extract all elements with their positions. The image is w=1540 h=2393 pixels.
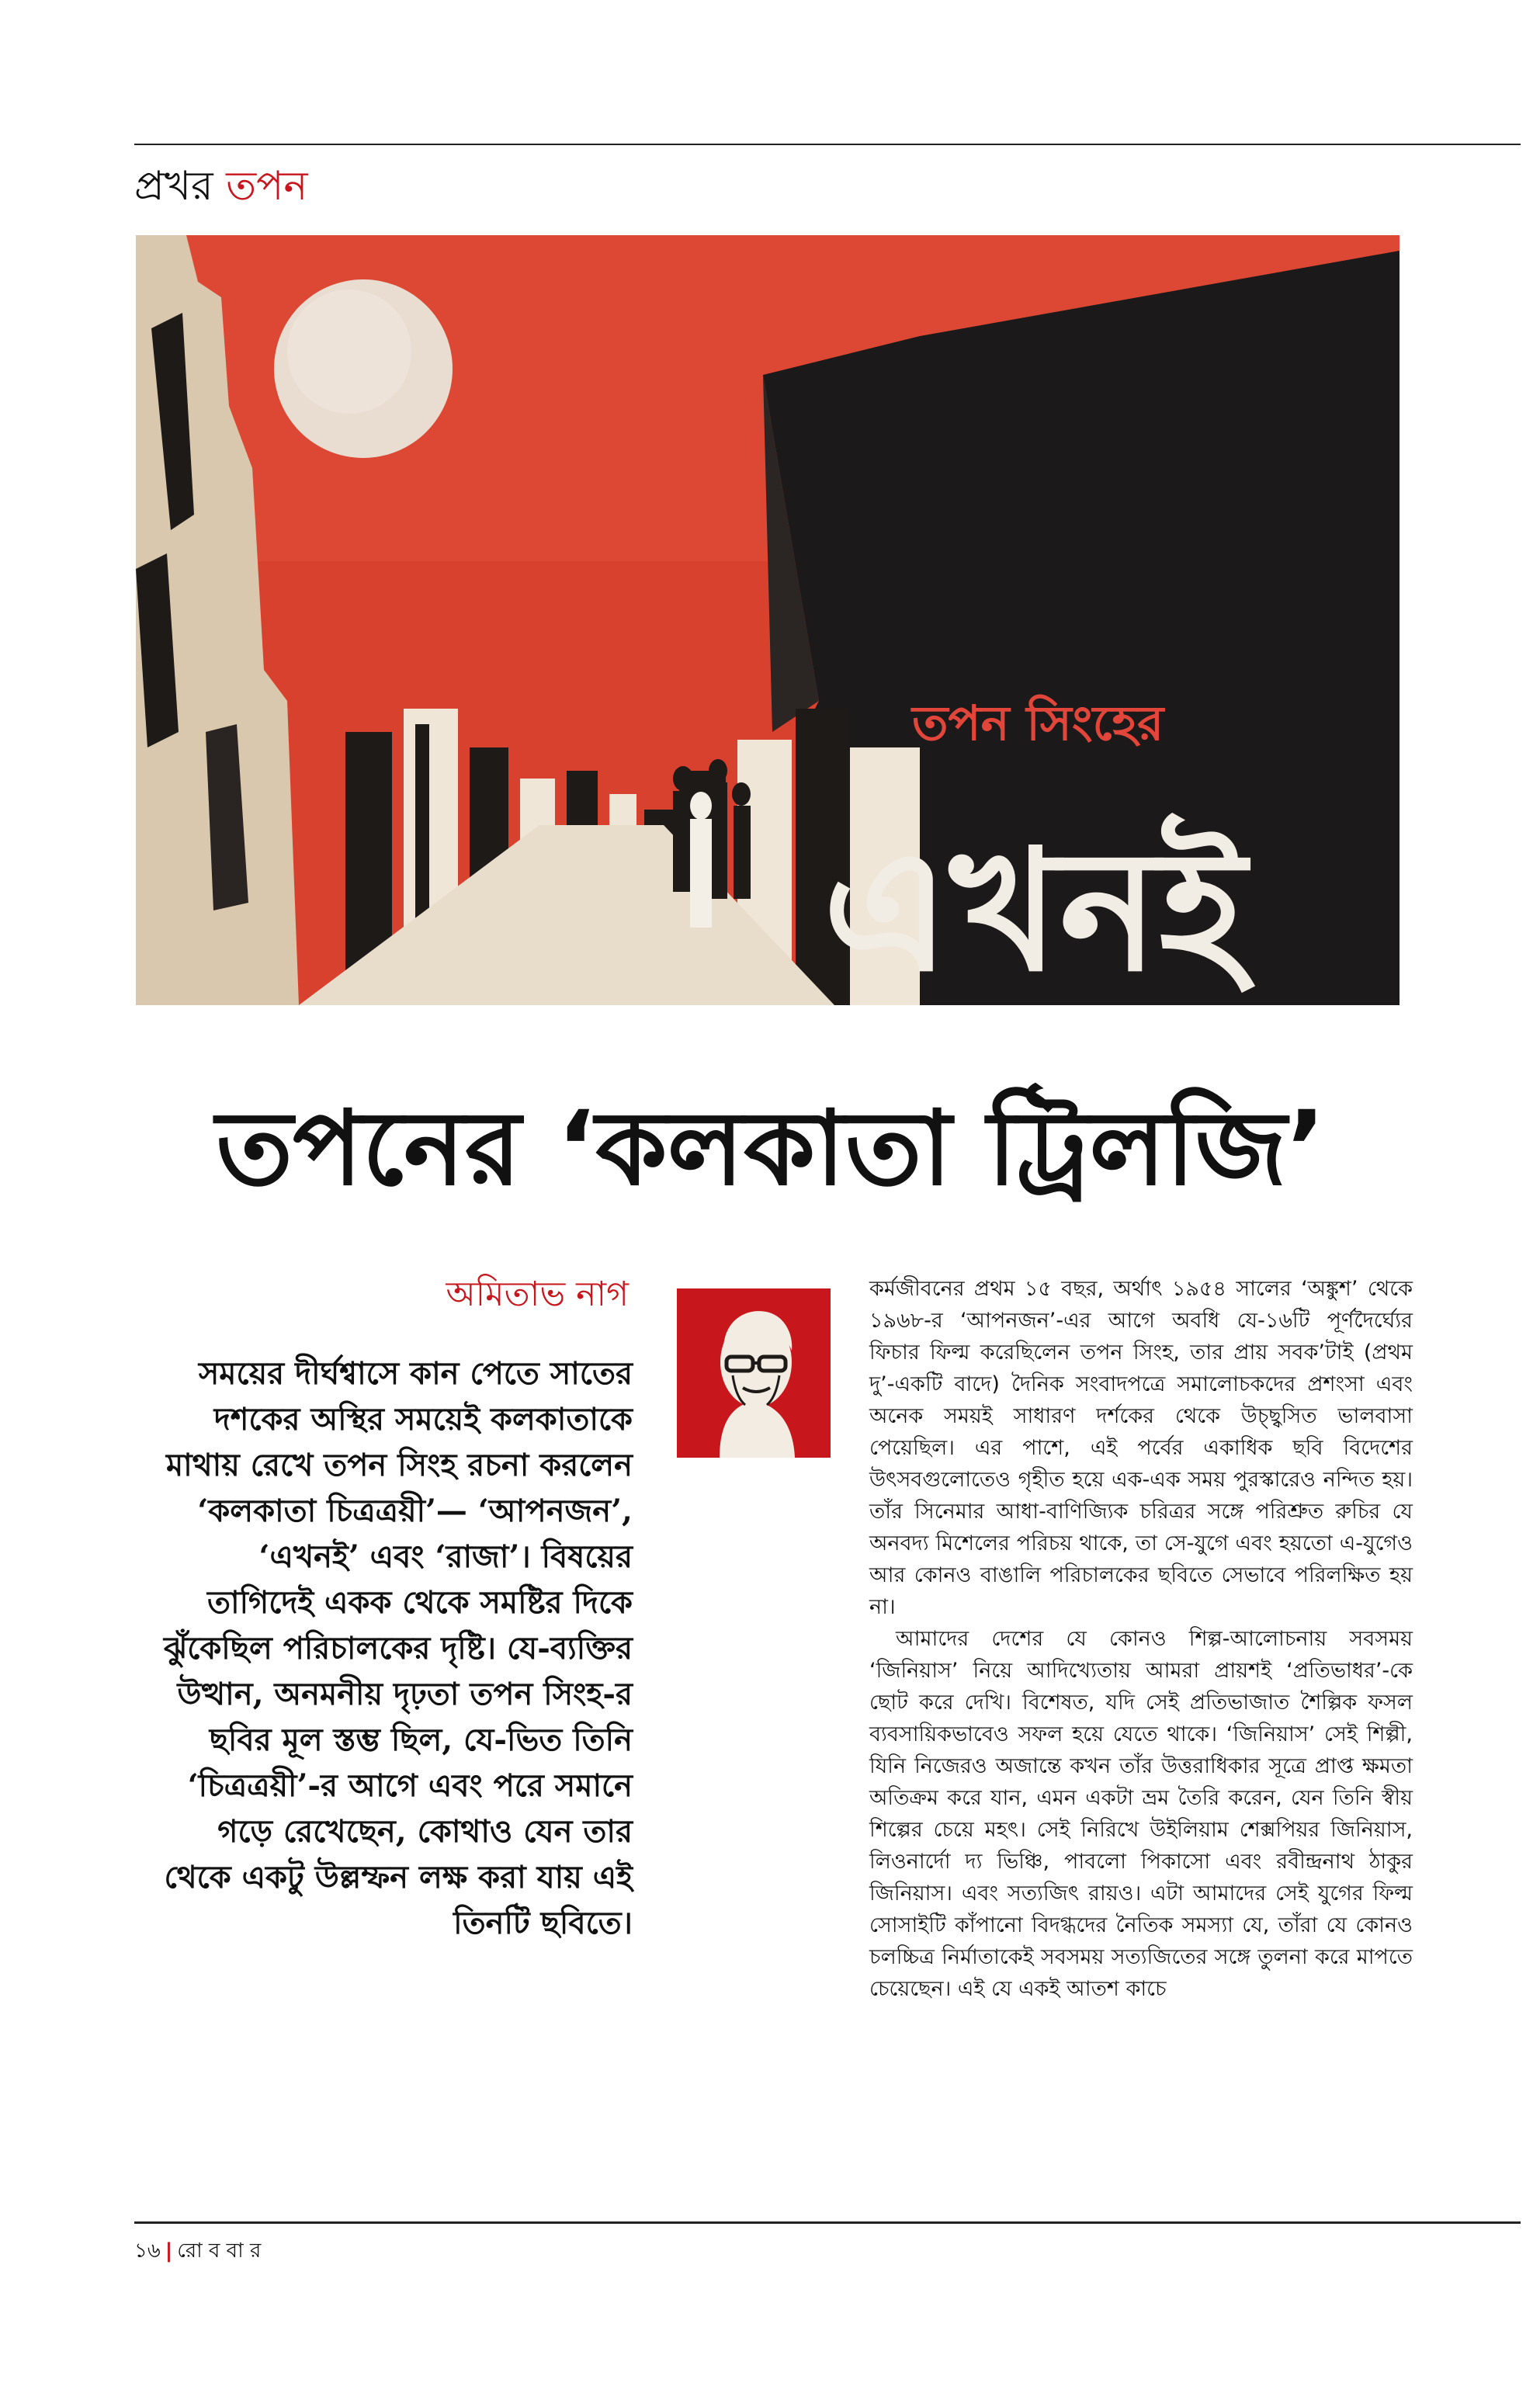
author-portrait-image [677,1288,831,1458]
folio-separator: | [165,2239,173,2263]
top-rule [134,144,1521,145]
poster-overline: তপন সিংহের [912,695,1164,751]
page-number: ১৬ [134,2239,161,2263]
footer-rule [134,2221,1521,2224]
kicker-red-text: তপন [226,163,308,210]
article-standfirst: সময়ের দীর্ঘশ্বাসে কান পেতে সাতের দশকের অস্থির সময়েই কলকাতাকে মাথায় রেখে তপন সিংহ রচনা করলেন ‘কলকাতা চিত্রত্রয়ী’— ‘আপনজন’, ‘এখনই’ এবং ‘রাজা’। বিষয়ের তাগিদেই একক থেকে সমষ্টির দিকে ঝুঁকেছিল পরিচালকের দৃষ্টি। যে-ব্যক্তির উত্থান, অনমনীয় দৃঢ়তা তপন সিংহ-র ছবির মূল স্তম্ভ ছিল, যে-ভিত তিনি ‘চিত্রত্রয়ী’-র আগে এবং পরে সমানে গড়ে রেখেছেন, কোথাও যেন তার থেকে একটু উল্লম্ফন লক্ষ করা যায় এই তিনটি ছবিতে। [163,1355,633,1941]
body-paragraph: কর্মজীবনের প্রথম ১৫ বছর, অর্থাৎ ১৯৫৪ সালের ‘অঙ্কুশ’ থেকে ১৯৬৮-র ‘আপনজন’-এর আগে অবধি যে-১৬টি পূর্ণদৈর্ঘ্যের ফিচার ফিল্ম করেছিলেন তপন সিংহ, তার প্রায় সবক’টাই (প্রথম দু’-একটি বাদে) দৈনিক সংবাদপত্রে সমালোচকদের প্রশংসা এবং অনেক সময়ই সাধারণ দর্শকের থেকে উচ্ছ্বসিত ভালবাসা পেয়েছিল। এর পাশে, এই পর্বের একাধিক ছবি বিদেশের উৎসবগুলোতেও গৃহীত হয়ে এক-এক সময় পুরস্কারেও নন্দিত হয়। তাঁর সিনেমার আধা-বাণিজ্যিক চরিত্রর সঙ্গে পরিশ্রুত রুচির যে অনবদ্য মিশেলের পরিচয় থাকে, তা সে-যুগে এবং হয়তো এ-যুগেও আর কোনও বাঙালি পরিচালকের ছবিতে সেভাবে পরিলক্ষিত হয় না। [869,1277,1413,1619]
author-byline: অমিতাভ নাগ [446,1275,629,1314]
film-poster-image [136,235,1400,1005]
section-kicker [134,159,307,213]
poster-title: এখনই [823,813,1246,1005]
publication-name: রো ব বা র [177,2239,262,2263]
article-headline: তপনের ‘কলকাতা ট্রিলজি’ [216,1089,1326,1209]
body-paragraph: আমাদের দেশের যে কোনও শিল্প-আলোচনায় সবসময় ‘জিনিয়াস’ নিয়ে আদিখ্যেতায় আমরা প্রায়শই ‘প্রতিভাধর’-কে ছোট করে দেখি। বিশেষত, যদি সেই প্রতিভাজাত শৈল্পিক ফসল ব্যবসায়িকভাবেও সফল হয়ে যেতে থাকে। ‘জিনিয়াস’ সেই শিল্পী, যিনি নিজেরও অজান্তে কখন তাঁর উত্তরাধিকার সূত্রে প্রাপ্ত ক্ষমতা অতিক্রম করে যান, এমন একটা ভ্রম তৈরি করেন, যেন তিনি স্বীয় শিল্পের চেয়ে মহৎ। সেই নিরিখে উইলিয়াম শেক্সপিয়র জিনিয়াস, লিওনার্দো দ্য ভিঞ্চি, পাবলো পিকাসো এবং রবীন্দ্রনাথ ঠাকুর জিনিয়াস। এবং সত্যজিৎ রায়ও। এটা আমাদের সেই যুগের ফিল্ম সোসাইটি কাঁপানো বিদগ্ধদের নৈতিক সমস্যা যে, তাঁরা যে কোনও চলচ্চিত্র নির্মাতাকেই সবসময় সত্যজিতের সঙ্গে তুলনা করে মাপতে চেয়েছেন। এই যে একই আতশ কাচে [869,1627,1413,2001]
page-footer [134,2235,261,2266]
article-body [869,1273,1413,2005]
kicker-black-text: প্রখর [134,163,213,210]
